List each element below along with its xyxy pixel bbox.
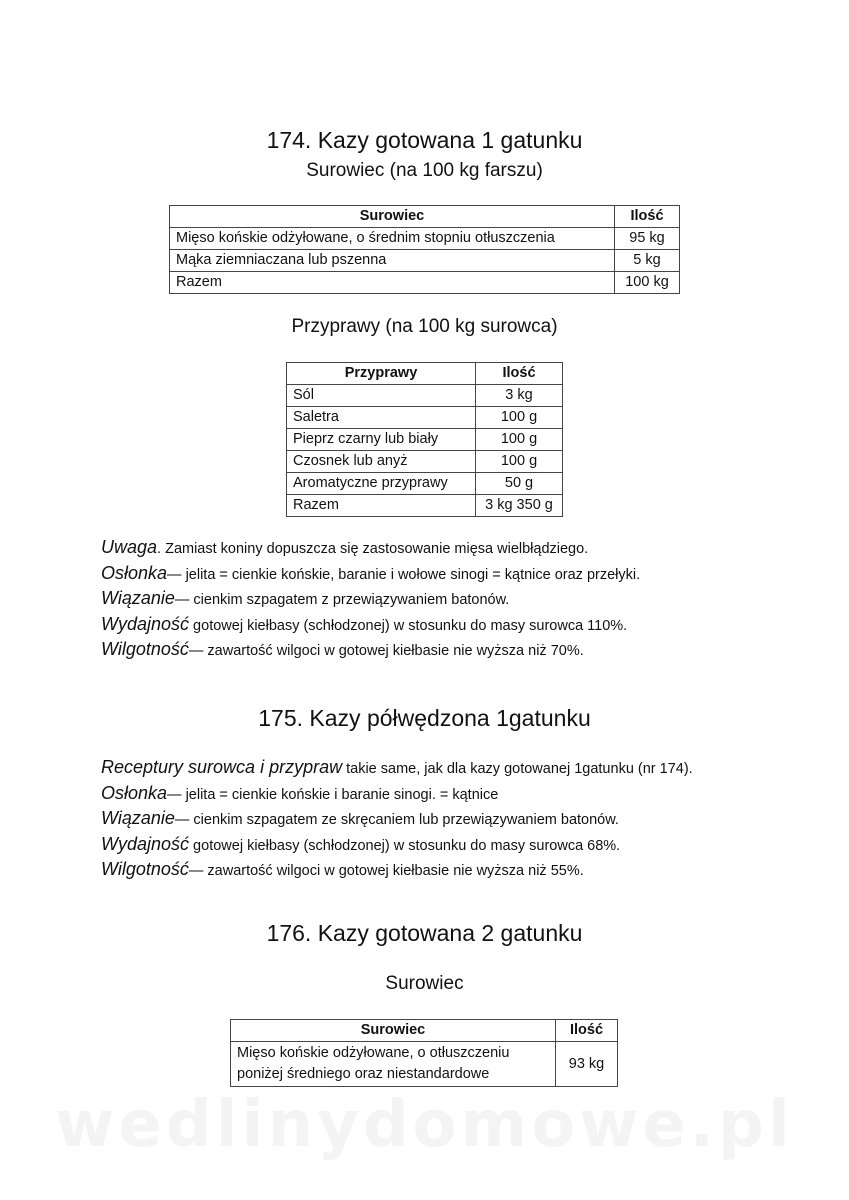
- column-header: Surowiec: [170, 206, 615, 228]
- table-row: [287, 495, 563, 517]
- table-cell: 3 kg 350 g: [476, 495, 563, 517]
- table-cell: 95 kg: [615, 228, 680, 250]
- recipe-176-subtitle: Surowiec: [385, 973, 464, 994]
- spices-table-174: [286, 362, 563, 517]
- note-key: Osłonka: [101, 782, 168, 803]
- table-header-row: [287, 363, 563, 385]
- note-key: Osłonka: [101, 562, 168, 583]
- recipe-174-subtitle: Surowiec (na 100 kg farszu): [306, 160, 543, 181]
- note-text: — zawartość wilgoci w gotowej kiełbasie nie wyższa niż 55%.: [188, 863, 584, 879]
- table-row: [287, 407, 563, 429]
- spices-title-174: Przyprawy (na 100 kg surowca): [291, 316, 558, 337]
- note-line: [101, 638, 741, 664]
- note-key: Wiązanie: [101, 588, 175, 608]
- table-cell: Razem: [170, 272, 615, 294]
- note-key: Wilgotność: [101, 639, 189, 659]
- table-cell: Mięso końskie odżyłowane, o średnim stopniu otłuszczenia: [170, 228, 615, 250]
- table-cell: 100 g: [476, 451, 563, 473]
- table-cell: 100 g: [476, 429, 563, 451]
- table-cell: 100 g: [476, 407, 563, 429]
- table-row: [170, 250, 680, 272]
- notes-174: [101, 536, 741, 664]
- note-line: [101, 613, 741, 639]
- note-key: Wydajność: [101, 833, 190, 854]
- table-row: [170, 228, 680, 250]
- column-header: Surowiec: [231, 1020, 556, 1042]
- column-header: Ilość: [615, 206, 680, 228]
- note-text: gotowej kiełbasy (schłodzonej) w stosunku do masy surowca 68%.: [189, 837, 621, 854]
- recipe-174-title: 174. Kazy gotowana 1 gatunku: [266, 127, 583, 153]
- table-row: [287, 385, 563, 407]
- note-text: — jelita = cienkie końskie, baranie i wołowe sinogi = kątnice oraz przełyki.: [167, 566, 641, 583]
- column-header: Ilość: [476, 363, 563, 385]
- note-key: Wilgotność: [101, 859, 189, 879]
- table-row: [287, 451, 563, 473]
- recipe-175-title: 175. Kazy półwędzona 1gatunku: [258, 705, 591, 731]
- table-cell: 3 kg: [476, 385, 563, 407]
- table-cell: 100 kg: [615, 272, 680, 294]
- note-text: . Zamiast koniny dopuszcza się zastosowanie mięsa wielbłądziego.: [157, 541, 589, 557]
- note-text: — cienkim szpagatem z przewiązywaniem batonów.: [174, 592, 510, 608]
- column-header: Przyprawy: [287, 363, 476, 385]
- table-header-row: [231, 1020, 618, 1042]
- note-line: [101, 807, 741, 833]
- note-key: Receptury surowca i przypraw: [101, 757, 343, 777]
- table-cell: Saletra: [287, 407, 476, 429]
- table-row: [231, 1042, 618, 1087]
- table-cell: Sól: [287, 385, 476, 407]
- recipe-176-title: 176. Kazy gotowana 2 gatunku: [266, 920, 583, 946]
- note-key: Wiązanie: [101, 808, 175, 828]
- note-key: Uwaga: [101, 537, 158, 557]
- table-cell: 5 kg: [615, 250, 680, 272]
- note-line: [101, 756, 741, 782]
- note-line: [101, 782, 741, 808]
- table-cell: 50 g: [476, 473, 563, 495]
- note-line: [101, 587, 741, 613]
- column-header: Ilość: [556, 1020, 618, 1042]
- table-cell: Razem: [287, 495, 476, 517]
- watermark: wedlinydomowe.pl: [55, 1088, 794, 1162]
- table-row: [287, 429, 563, 451]
- note-text: takie same, jak dla kazy gotowanej 1gatunku (nr 174).: [342, 761, 693, 777]
- note-text: gotowej kiełbasy (schłodzonej) w stosunku do masy surowca 110%.: [189, 617, 628, 634]
- table-cell: Pieprz czarny lub biały: [287, 429, 476, 451]
- note-key: Wydajność: [101, 613, 190, 634]
- table-cell: 93 kg: [556, 1042, 618, 1087]
- note-line: [101, 562, 741, 588]
- note-text: — zawartość wilgoci w gotowej kiełbasie nie wyższa niż 70%.: [188, 643, 584, 659]
- table-cell: Aromatyczne przyprawy: [287, 473, 476, 495]
- table-cell: Mięso końskie odżyłowane, o otłuszczeniu poniżej średniego oraz niestandardowe: [231, 1042, 556, 1087]
- note-text: — cienkim szpagatem ze skręcaniem lub przewiązywaniem batonów.: [174, 812, 619, 828]
- raw-material-table-174: [169, 205, 680, 294]
- notes-175: [101, 756, 741, 884]
- note-text: — jelita = cienkie końskie i baranie sinogi. = kątnice: [167, 786, 499, 803]
- table-row: [287, 473, 563, 495]
- note-line: [101, 833, 741, 859]
- table-cell: Czosnek lub anyż: [287, 451, 476, 473]
- note-line: [101, 858, 741, 884]
- table-header-row: [170, 206, 680, 228]
- note-line: [101, 536, 741, 562]
- table-cell: Mąka ziemniaczana lub pszenna: [170, 250, 615, 272]
- table-row: [170, 272, 680, 294]
- raw-material-table-176: [230, 1019, 618, 1087]
